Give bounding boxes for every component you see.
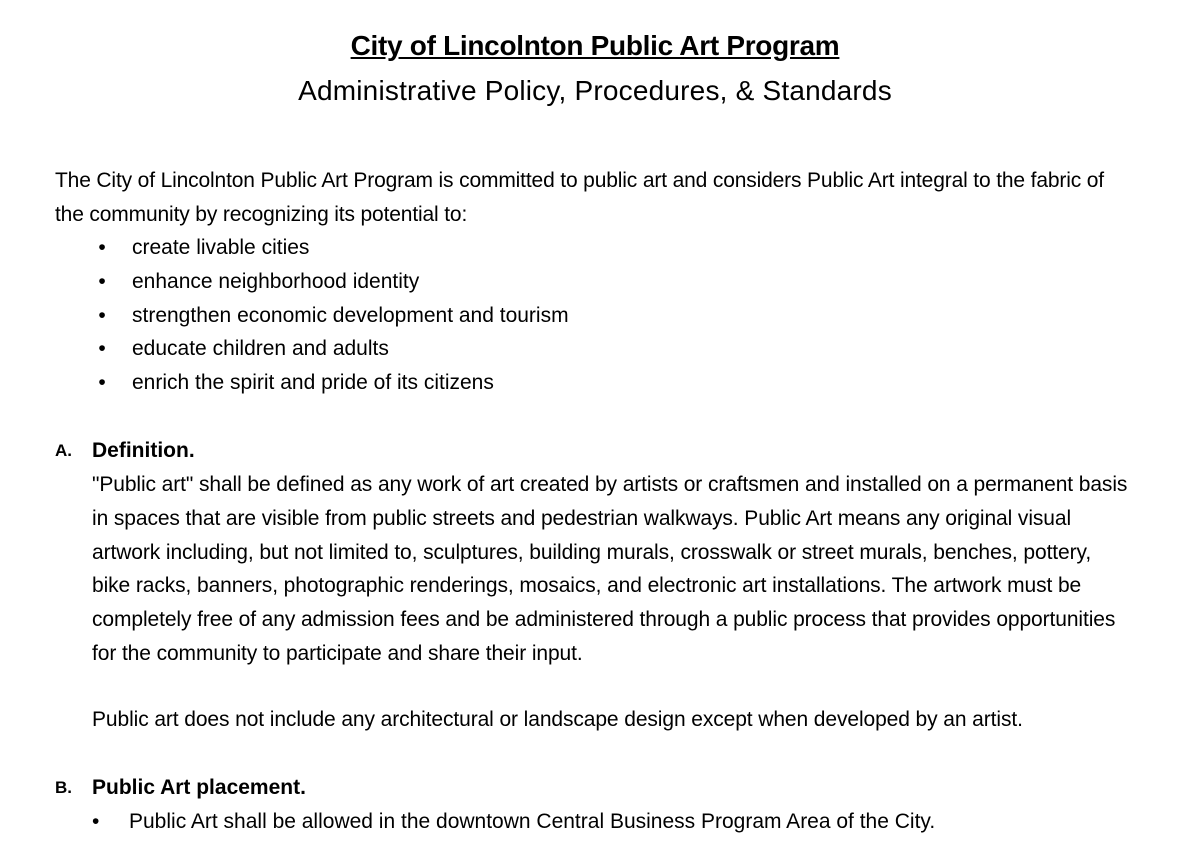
section-b-letter: B. <box>55 778 72 797</box>
bullet-icon: • <box>98 337 106 361</box>
section-a-definition-paragraph: "Public art" shall be defined as any work of art created by artists or craftsmen and installed on a permanent basis in spaces that are visible from public streets and pedestrian walkways. Public Art means any original visual artwork including, but not limited to, sculptures, building murals, crosswalk or street murals, benches, pottery, bike racks, banners, photographic renderings, mosaics, and electronic art installations. The artwork must be completely free of any admission fees and be administered through a public process that provides opportunities for the community to participate and share their input. <box>92 473 1128 665</box>
intro-paragraph: The City of Lincolnton Public Art Program is committed to public art and considers Public Art integral to the fabric of the community by recognizing its potential to: <box>55 169 1104 226</box>
intro-bullet-list <box>55 231 569 400</box>
list-item-text: enhance neighborhood identity <box>132 269 420 293</box>
list-item <box>55 366 569 400</box>
list-item <box>55 332 569 366</box>
bullet-icon: • <box>98 269 106 293</box>
bullet-icon: • <box>92 810 100 833</box>
section-a-exclusion-paragraph: Public art does not include any architectural or landscape design except when developed by an artist. <box>92 708 1023 731</box>
list-item-text: create livable cities <box>132 236 310 259</box>
list-item-text: strengthen economic development and tourism <box>132 303 569 327</box>
bullet-icon: • <box>98 303 106 327</box>
list-item-text: educate children and adults <box>132 337 389 361</box>
document-title: City of Lincolnton Public Art Program <box>350 30 840 61</box>
bullet-icon: • <box>98 371 106 395</box>
list-item-text: enrich the spirit and pride of its citizens <box>132 371 494 395</box>
section-b-list-item <box>92 805 935 839</box>
list-item <box>55 265 569 299</box>
list-item <box>55 299 569 333</box>
document-subtitle: Administrative Policy, Procedures, & Standards <box>298 75 892 106</box>
list-item <box>55 231 569 265</box>
bullet-icon: • <box>98 236 106 259</box>
list-item-text: Public Art shall be allowed in the downtown Central Business Program Area of the City. <box>129 810 936 833</box>
section-a-letter: A. <box>55 441 72 460</box>
section-b-heading: Public Art placement. <box>92 776 306 799</box>
section-a-heading: Definition. <box>92 439 195 462</box>
